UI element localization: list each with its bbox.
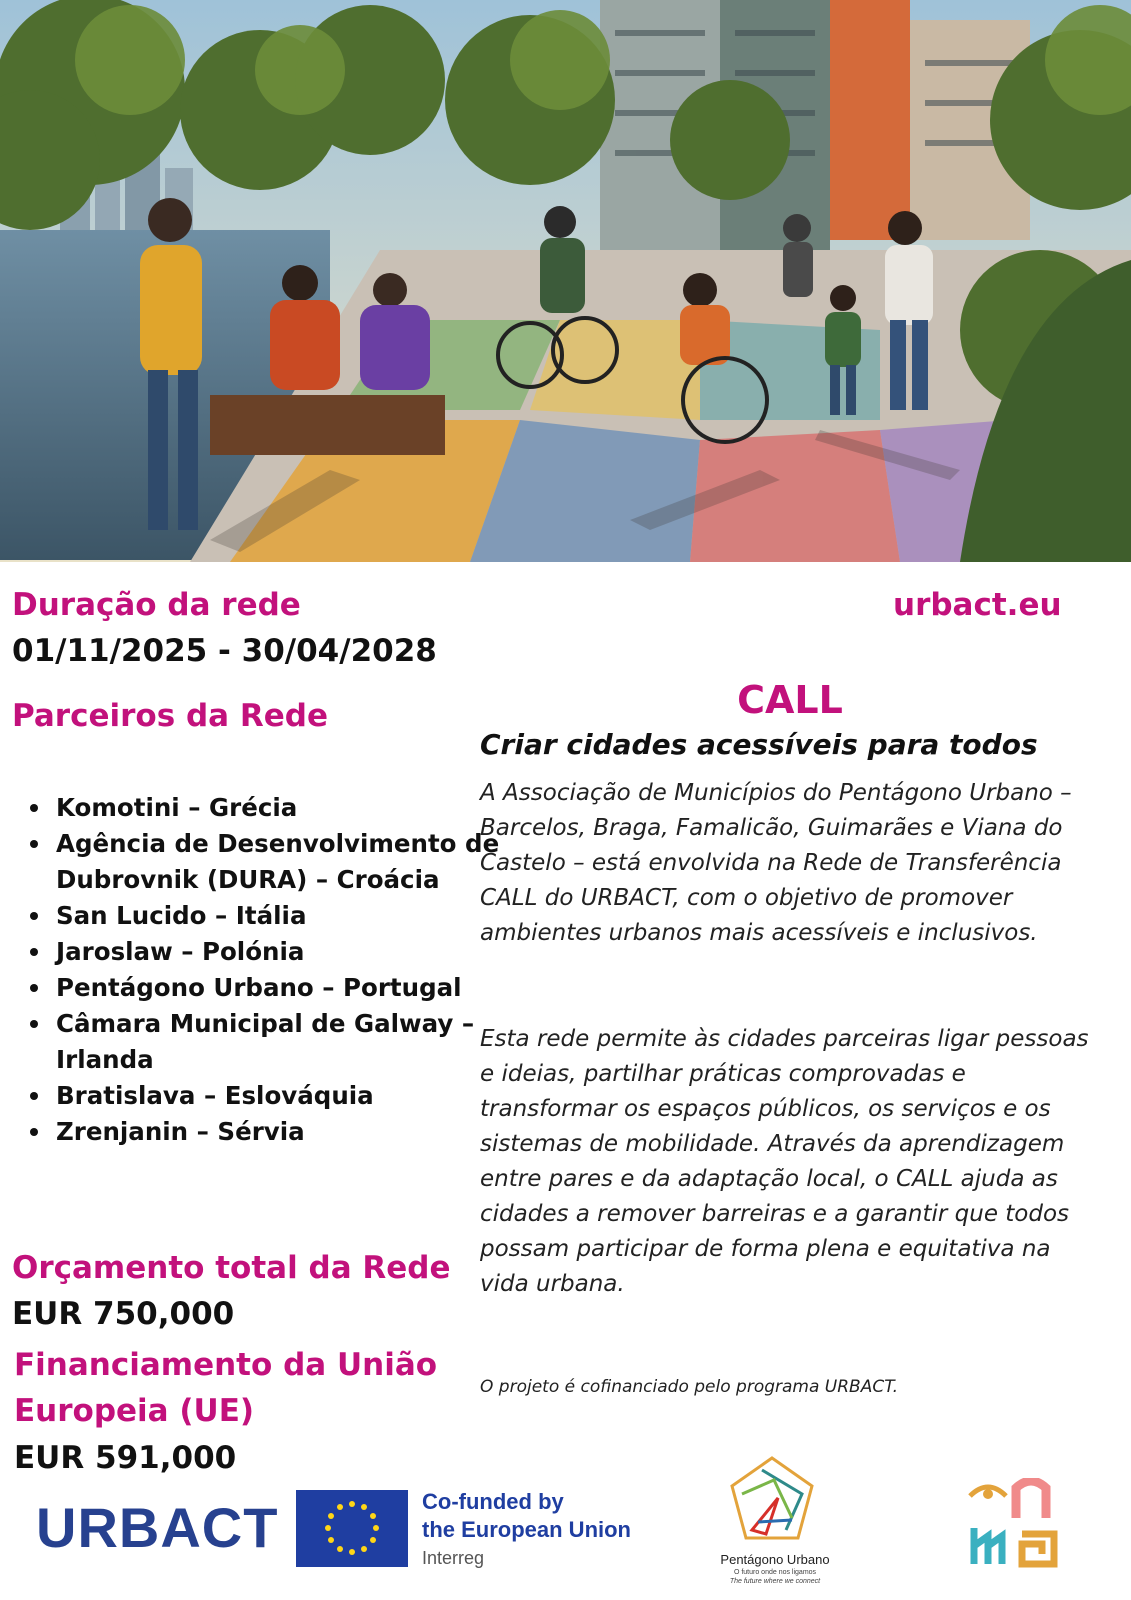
eu-flag-icon <box>296 1490 408 1567</box>
call-subtitle: Criar cidades acessíveis para todos <box>480 728 1038 761</box>
list-item: Bratislava – Eslováquia <box>56 1078 506 1114</box>
list-item: Jaroslaw – Polónia <box>56 934 506 970</box>
pentagono-logo-icon <box>722 1450 822 1554</box>
list-item: Agência de Desenvolvimento de Dubrovnik (DURA) – Croácia <box>56 826 506 898</box>
eu-funding-label: Financiamento da União Europeia (UE) <box>14 1347 438 1429</box>
partners-list <box>12 790 506 1150</box>
eu-cofunded-line1: Co-funded by <box>422 1489 564 1514</box>
list-item: Câmara Municipal de Galway – Irlanda <box>56 1006 506 1078</box>
interreg-label: Interreg <box>422 1548 485 1568</box>
pentagono-tagline-pt: O futuro onde nos ligamos <box>733 1569 817 1576</box>
eu-cofunded-line2: the European Union <box>422 1517 631 1542</box>
eu-funding-value: EUR 591,000 <box>14 1440 237 1476</box>
list-item: San Lucido – Itália <box>56 898 506 934</box>
pentagono-tagline-en: The future where we connect <box>729 1578 821 1585</box>
budget-label: Orçamento total da Rede <box>12 1250 451 1286</box>
call-network-logo-icon <box>966 1478 1066 1574</box>
list-item: Komotini – Grécia <box>56 790 506 826</box>
list-item: Pentágono Urbano – Portugal <box>56 970 506 1006</box>
budget-value: EUR 750,000 <box>12 1296 235 1332</box>
call-title: CALL <box>737 678 843 722</box>
description-paragraph: Esta rede permite às cidades parceiras ligar pessoas e ideias, partilhar práticas comprovadas e transformar os espaços públicos, os serviços e os sistemas de mobilidade. Através da aprendizagem entre pares e da adaptação local, o CALL ajuda as cidades a remover barreiras e a garantir que todos possam participar de forma plena e equitativa na vida urbana. <box>480 1026 1089 1297</box>
urbact-logo: URBACT <box>36 1496 279 1559</box>
pentagono-name: Pentágono Urbano <box>720 1552 830 1567</box>
website-link[interactable]: urbact.eu <box>893 587 1062 623</box>
partners-title: Parceiros da Rede <box>12 698 328 734</box>
duration-value: 01/11/2025 - 30/04/2028 <box>12 633 437 669</box>
duration-label: Duração da rede <box>12 587 301 623</box>
intro-paragraph: A Associação de Municípios do Pentágono Urbano – Barcelos, Braga, Famalicão, Guimarães e Viana do Castelo – está envolvida na Rede de Transferência CALL do URBACT, com o objetivo de promover ambientes urbanos mais acessíveis e inclusivos. <box>480 780 1072 946</box>
funding-note: O projeto é cofinanciado pelo programa URBACT. <box>480 1377 898 1397</box>
list-item: Zrenjanin – Sérvia <box>56 1114 506 1150</box>
hero-image <box>0 0 1131 562</box>
